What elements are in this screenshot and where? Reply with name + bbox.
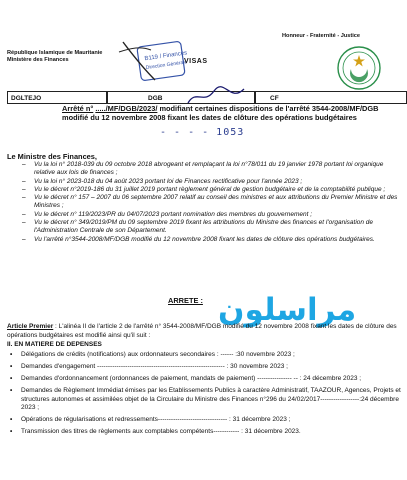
issuer-block xyxy=(7,50,102,64)
source-watermark: مراسلون xyxy=(218,292,357,328)
routing-cell-dgltejo: DGLTEJO xyxy=(7,91,107,104)
consideration-item: – Vu le décret n° 349/2019/PM du 09 septembre 2019 fixant les attributions du Ministre des finances et l'organisation de l'Administration Centrale de son Département. xyxy=(22,219,400,236)
deadline-item: • Opérations de régularisations et redressements-------------------------------- : 31 décembre 2023 ; xyxy=(7,416,402,425)
deadline-list xyxy=(7,351,402,440)
decree-subject: modifiant certaines dispositions de l'arrêté 3544-2008/MF/DGB modifié du 12 novembre 2008 fixant les dates de clôture des opérations budgétaires xyxy=(62,104,379,122)
decree-number: ...../MF/DGB/2023/ xyxy=(95,104,158,113)
deadline-item: • Demandes d'engagement ----------------------------------------------------------- : 30 novembre 2023 ; xyxy=(7,363,402,372)
registration-number-stamp: - - - - 1053 xyxy=(160,127,245,138)
deadline-item: • Demandes de Règlement Immédiat émises par les Etablissements Publics à caractère Administratif, TAAZOUR, Agences, Projets et structures autonomes et assimilées objet de la Circulaire du Ministre des Finances n°296 du 24/02/2017------------------:24 décembre 2023 ; xyxy=(7,387,402,413)
visas-label: VISAS xyxy=(184,58,208,65)
national-motto: Honneur - Fraternité - Justice xyxy=(282,33,361,39)
article-premier xyxy=(7,323,402,340)
consideration-item: – Vu l'arrêté n°3544-2008/MF/DGB modifié du 12 novembre 2008 fixant les dates de clôture des opérations budgétaires. xyxy=(22,236,400,244)
deadline-item: • Demandes d'ordonnancement (ordonnances de paiement, mandats de paiement) ---------------- -- : 24 décembre 2023 ; xyxy=(7,375,402,384)
consideration-item: – Vu la loi n° 2023-018 du 04 août 2023 portant loi de Finances rectificative pour l'année 2023 ; xyxy=(22,178,400,186)
ministry-name: Ministère des Finances xyxy=(7,57,69,63)
stamp-text-line: B119 / Finances xyxy=(144,50,188,63)
decree-title xyxy=(62,104,402,122)
consideration-item: – Vu le décret n° 119/2023/PR du 04/07/2023 portant nomination des membres du gouvernement ; xyxy=(22,211,400,219)
article-label: Article Premier xyxy=(7,323,54,330)
deadline-item: • Délégations de crédits (notifications) aux ordonnateurs secondaires : ------ :30 novembre 2023 ; xyxy=(7,351,402,360)
consideration-item: – Vu le décret n°2019-186 du 31 juillet 2019 portant règlement général de gestion budgétaire et de la comptabilité publique ; xyxy=(22,186,400,194)
registration-number: 1053 xyxy=(216,127,245,138)
consideration-item: – Vu la loi n° 2018-039 du 09 octobre 2018 abrogeant et remplaçant la loi n°78/011 du 19 janvier 1978 portant loi organique relative aux lois de finances ; xyxy=(22,161,400,178)
deadline-item: • Transmission des titres de règlements aux comptables compétents------------ : 31 décembre 2023. xyxy=(7,428,402,437)
decree-prefix: Arrêté n° xyxy=(62,104,94,113)
article-text: : L'alinéa II de l'article 2 de l'arrêté n° 3544-2008/MF/DGB modifié du 12 novembre 2008 fixant les dates de clôture des opérations budgétaires est modifié ainsi qu'il suit : xyxy=(7,323,397,339)
considerations-list xyxy=(22,161,400,244)
routing-cell-dgb: DGB xyxy=(107,91,255,104)
arrete-heading: ARRETE : xyxy=(168,296,203,305)
national-seal-icon xyxy=(336,45,382,91)
country-name: République Islamique de Mauritanie xyxy=(7,50,103,56)
consideration-item: – Vu le décret n° 157 – 2007 du 06 septembre 2007 relatif au conseil des ministres et aux attributions du Premier Ministre et des Ministres ; xyxy=(22,194,400,211)
stamp-text-line: Direction Générale xyxy=(145,59,188,72)
routing-cell-cf: CF xyxy=(255,91,407,104)
section-title: II. EN MATIERE DE DEPENSES xyxy=(7,341,102,348)
minister-line: Le Ministre des Finances, xyxy=(7,152,97,161)
